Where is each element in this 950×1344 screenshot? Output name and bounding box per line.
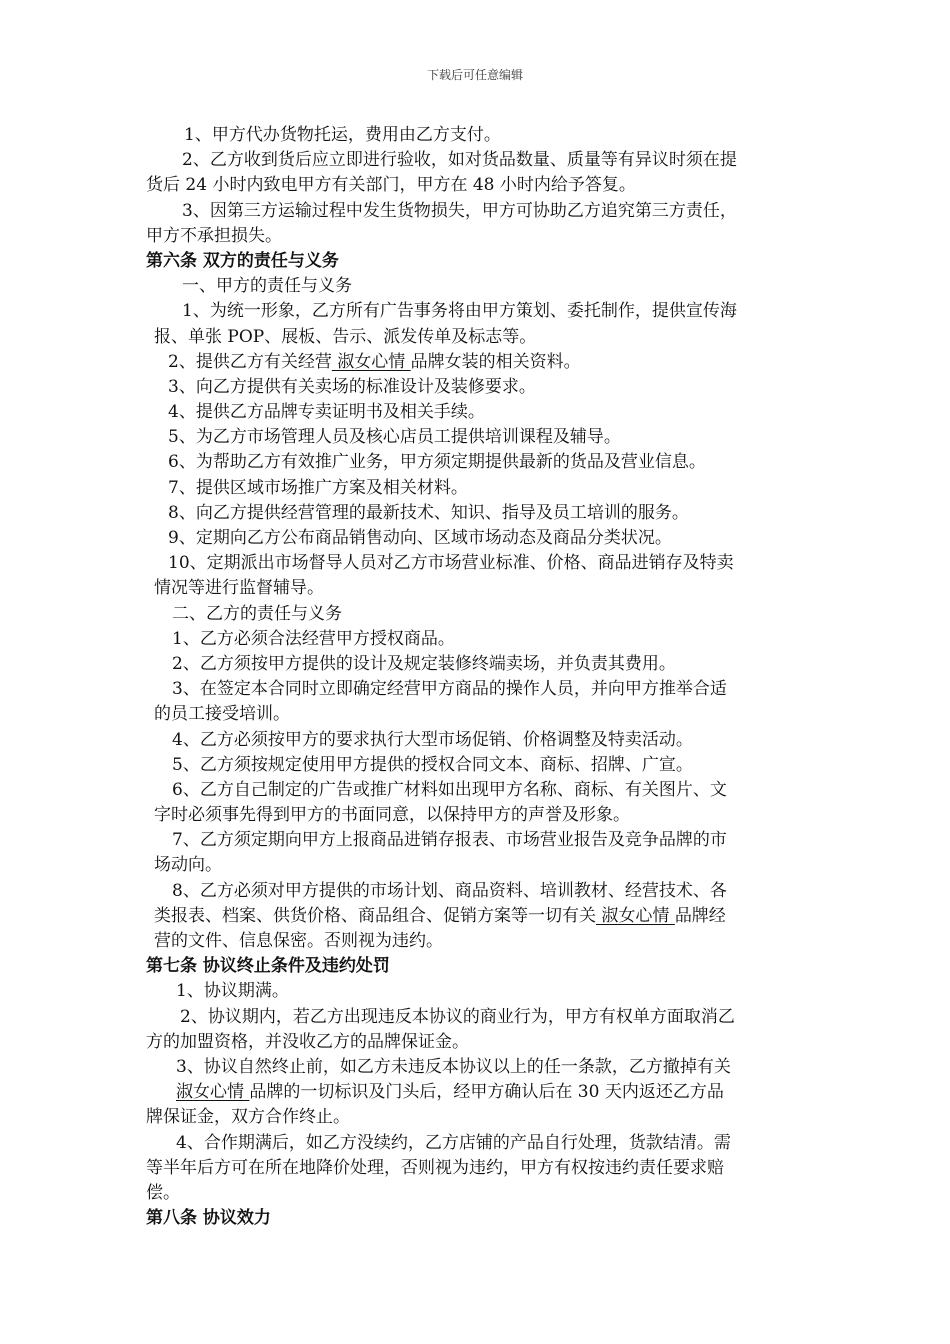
line-text-after: 品牌的一切标识及门头后，经甲方确认后在 30 天内返还乙方品 [249,1082,724,1103]
text-line [146,979,808,1004]
line-text: 一、甲方的责任与义务 [182,276,352,297]
text-line [146,828,808,853]
line-text: 场动向。 [154,855,222,876]
text-line [146,350,808,375]
line-text: 1、乙方必须合法经营甲方授权商品。 [172,628,455,649]
text-line [146,677,808,702]
text-line [146,929,808,954]
document-body [146,123,808,1231]
line-text: 货后 24 小时内致电甲方有关部门，甲方在 48 小时内给予答复。 [146,175,636,196]
text-line [146,1156,808,1181]
section-heading [146,1206,808,1231]
text-line [146,375,808,400]
line-text: 5、为乙方市场管理人员及核心店员工提供培训课程及辅导。 [168,427,621,448]
text-line [146,325,808,350]
line-text: 的员工接受培训。 [154,704,290,725]
line-text: 方的加盟资格，并没收乙方的品牌保证金。 [146,1031,469,1052]
line-text: 8、向乙方提供经营管理的最新技术、知识、指导及员工培训的服务。 [168,502,689,523]
text-line [146,199,808,224]
line-text-after: 品牌女装的相关资料。 [410,351,581,372]
line-text: 3、协议自然终止前，如乙方未违反本协议以上的任一条款，乙方撤掉有关 [176,1056,731,1077]
line-text: 3、因第三方运输过程中发生货物损失，甲方可协助乙方追究第三方责任， [182,200,737,221]
line-text: 10、定期派出市场督导人员对乙方市场营业标准、价格、商品进销存及特卖 [168,553,734,574]
line-text: 6、乙方自己制定的广告或推广材料如出现甲方名称、商标、有关图片、文 [172,779,727,800]
line-text: 4、合作期满后，如乙方没续约，乙方店铺的产品自行处理，货款结清。需 [176,1132,731,1153]
text-line [146,1005,808,1030]
line-text: 9、定期向乙方公布商品销售动向、区域市场动态及商品分类状况。 [168,528,672,548]
line-text: 3、在签定本合同时立即确定经营甲方商品的操作人员，并向甲方推举合适 [172,679,727,700]
line-text: 二、乙方的责任与义务 [172,603,342,624]
brand-name-underlined: 淑女心情 [596,905,675,926]
section-heading [146,954,808,979]
line-text: 2、协议期内，若乙方出现违反本协议的商业行为，甲方有权单方面取消乙 [180,1006,735,1027]
line-text: 情况等进行监督辅导。 [154,578,324,599]
text-line [146,576,808,601]
text-line [146,803,808,828]
text-line [146,148,808,173]
text-line [146,299,808,324]
line-text: 7、乙方须定期向甲方上报商品进销存报表、市场营业报告及竞争品牌的市 [172,830,727,851]
text-line [146,879,808,904]
text-line [146,627,808,652]
text-line [146,224,808,249]
text-line [146,501,808,526]
text-line [146,778,808,803]
line-text: 牌保证金，双方合作终止。 [146,1107,350,1128]
text-line [146,450,808,475]
line-text: 5、乙方须按规定使用甲方提供的授权合同文本、商标、招牌、广宣。 [172,754,693,775]
text-line [146,425,808,450]
text-line [146,702,808,727]
text-line [146,173,808,198]
text-line [146,1030,808,1055]
line-text: 类报表、档案、供货价格、商品组合、促销方案等一切有关 [154,905,596,926]
brand-name-underlined: 淑女心情 [331,351,411,372]
text-line [146,904,808,929]
text-line [146,1181,808,1206]
text-line [146,652,808,677]
text-line [146,476,808,501]
text-line [146,1080,808,1105]
line-text: 1、为统一形象，乙方所有广告事务将由甲方策划、委托制作，提供宣传海 [182,301,737,322]
line-text: 营的文件、信息保密。否则视为违约。 [154,931,443,951]
brand-name-underlined: 淑女心情 [176,1082,250,1103]
line-text: 第八条 协议效力 [146,1208,271,1229]
line-text: 2、乙方收到货后应立即进行验收，如对货品数量、质量等有异议时须在提 [182,150,737,171]
page-header: 下载后可任意编辑 [426,68,523,82]
line-text: 1、协议期满。 [176,981,289,1002]
line-text: 报、单张 POP、展板、告示、派发传单及标志等。 [154,326,537,347]
text-line [146,1131,808,1156]
text-line [146,551,808,576]
line-text: 6、为帮助乙方有效推广业务，甲方须定期提供最新的货品及营业信息。 [168,452,706,473]
line-text: 第七条 协议终止条件及违约处罚 [146,956,390,977]
line-text: 偿。 [146,1182,180,1203]
line-text: 2、提供乙方有关经营 [168,351,332,372]
line-text-after: 品牌经 [674,905,726,926]
line-text: 2、乙方须按甲方提供的设计及规定装修终端卖场，并负责其费用。 [172,653,676,674]
section-heading [146,249,808,274]
line-text: 甲方不承担损失。 [146,225,282,246]
line-text: 7、提供区域市场推广方案及相关材料。 [168,477,468,498]
line-text: 第六条 双方的责任与义务 [146,250,339,271]
line-text: 8、乙方必须对甲方提供的市场计划、商品资料、培训教材、经营技术、各 [172,880,727,901]
line-text: 字时必须事先得到甲方的书面同意，以保持甲方的声誉及形象。 [154,805,630,826]
line-text: 4、提供乙方品牌专卖证明书及相关手续。 [168,402,485,423]
text-line [146,274,808,299]
line-text: 4、乙方必须按甲方的要求执行大型市场促销、价格调整及特卖活动。 [172,729,693,750]
line-text: 3、向乙方提供有关卖场的标准设计及装修要求。 [168,376,536,397]
text-line [146,602,808,627]
text-line [146,853,808,878]
text-line [146,753,808,778]
text-line [146,728,808,753]
text-line [146,526,808,551]
text-line [146,1055,808,1080]
line-text: 1、甲方代办货物托运，费用由乙方支付。 [184,125,501,145]
text-line [146,400,808,425]
line-text: 等半年后方可在所在地降价处理，否则视为违约，甲方有权按违约责任要求赔 [146,1157,724,1178]
text-line [146,1105,808,1130]
text-line [146,123,808,148]
